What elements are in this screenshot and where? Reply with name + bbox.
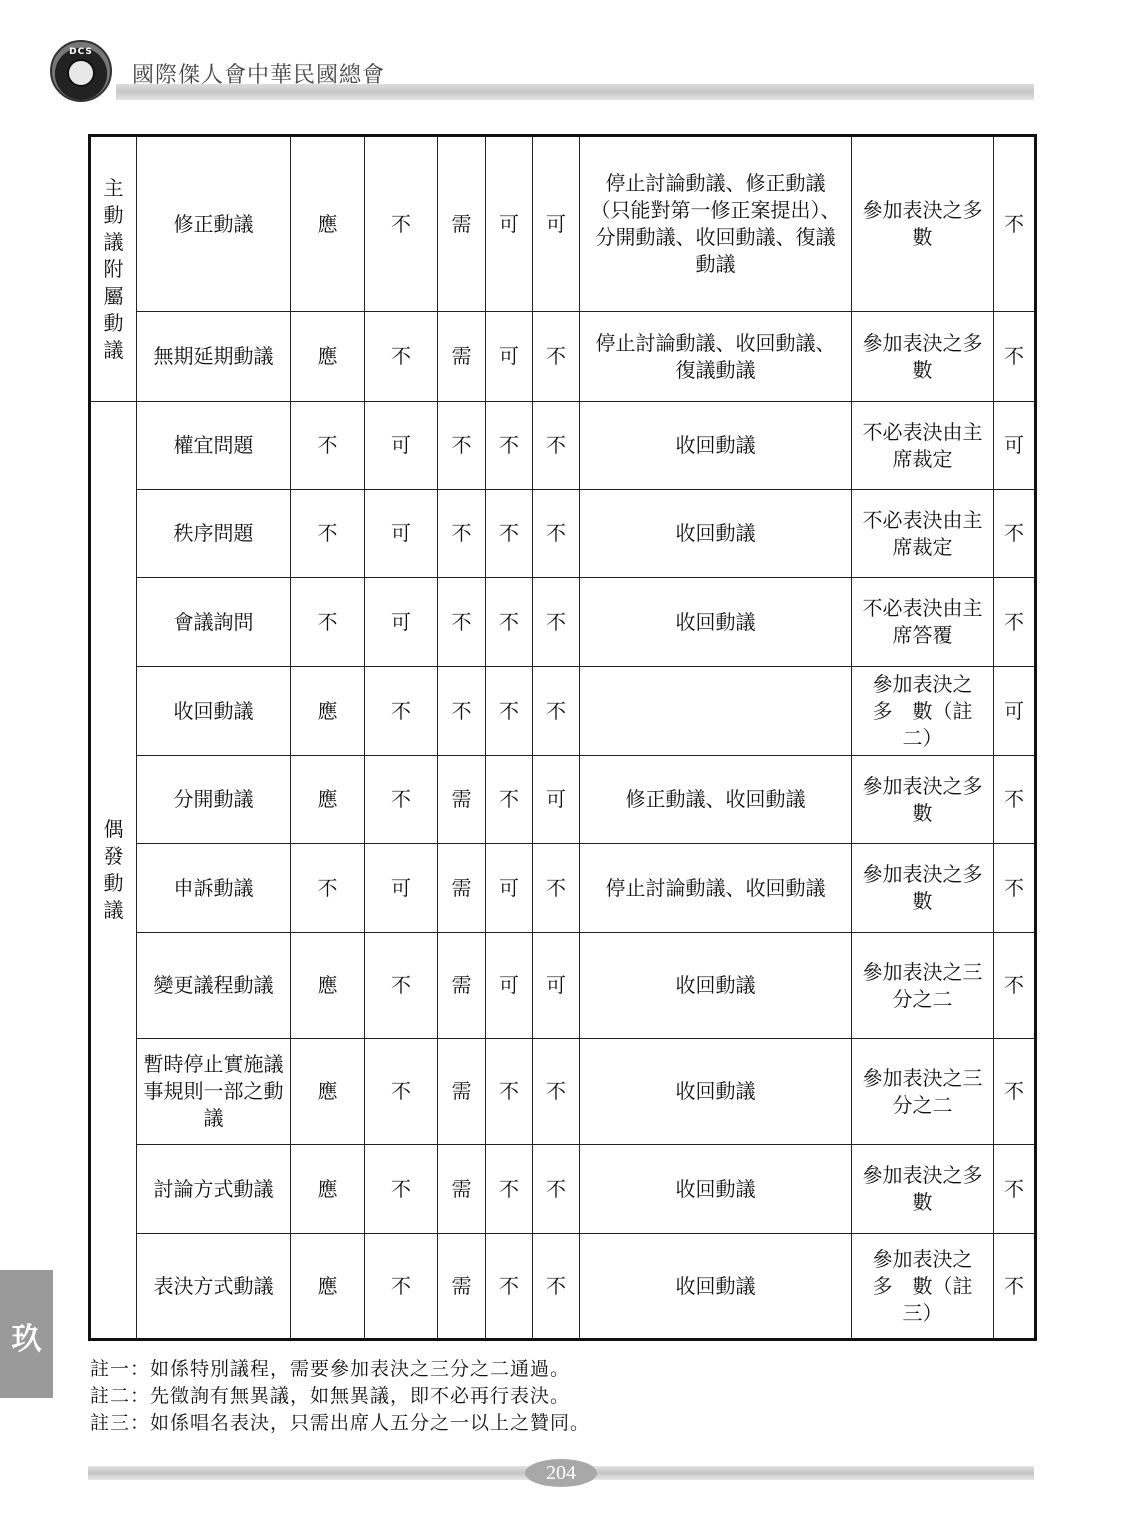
applicable-motions-cell: 停止討論動議、修正動議（只能對第一修正案提出）、分開動議、收回動議、復議動議 bbox=[580, 136, 852, 312]
applicable-motions-cell: 停止討論動議、收回動議 bbox=[580, 844, 852, 933]
motion-name-cell: 會議詢問 bbox=[137, 578, 291, 667]
motion-name-cell: 分開動議 bbox=[137, 756, 291, 844]
motion-name-cell: 暫時停止實施議事規則一部之動議 bbox=[137, 1039, 291, 1145]
rule-cell: 不 bbox=[533, 667, 580, 756]
rule-cell: 不 bbox=[486, 667, 533, 756]
reconsider-cell: 不 bbox=[994, 1145, 1036, 1234]
applicable-motions-cell: 收回動議 bbox=[580, 578, 852, 667]
chapter-tab bbox=[0, 1270, 53, 1398]
rule-cell: 需 bbox=[438, 844, 486, 933]
rule-cell: 可 bbox=[365, 844, 438, 933]
vote-requirement-cell: 不必表決由主席答覆 bbox=[852, 578, 994, 667]
table-row bbox=[90, 1145, 1036, 1234]
rule-cell: 需 bbox=[438, 756, 486, 844]
rule-cell: 不 bbox=[365, 667, 438, 756]
rule-cell: 不 bbox=[365, 136, 438, 312]
category-cell bbox=[90, 402, 137, 1340]
category-label: 主動議附屬動議 bbox=[103, 175, 124, 362]
rule-cell: 應 bbox=[291, 933, 365, 1039]
rule-cell: 可 bbox=[486, 933, 533, 1039]
chapter-tab-label: 玖 bbox=[11, 1322, 42, 1357]
vote-requirement-cell: 不必表決由主席裁定 bbox=[852, 490, 994, 578]
rule-cell: 可 bbox=[486, 844, 533, 933]
page-header bbox=[50, 40, 1035, 110]
motion-name-cell: 秩序問題 bbox=[137, 490, 291, 578]
rule-cell: 不 bbox=[486, 1234, 533, 1340]
rule-cell: 不 bbox=[533, 1145, 580, 1234]
table-row bbox=[90, 1039, 1036, 1145]
applicable-motions-cell: 修正動議、收回動議 bbox=[580, 756, 852, 844]
organization-title: 國際傑人會中華民國總會 bbox=[132, 63, 386, 88]
vote-requirement-cell: 參加表決之三分之二 bbox=[852, 933, 994, 1039]
table-row bbox=[90, 756, 1036, 844]
motion-name-cell: 修正動議 bbox=[137, 136, 291, 312]
motions-table bbox=[88, 134, 1037, 1341]
page-number: 204 bbox=[525, 1459, 597, 1487]
rule-cell: 不 bbox=[365, 933, 438, 1039]
rule-cell: 應 bbox=[291, 1039, 365, 1145]
rule-cell: 需 bbox=[438, 1234, 486, 1340]
footnote: 註三：如係唱名表決，只需出席人五分之一以上之贊同。 bbox=[90, 1412, 591, 1434]
rule-cell: 不 bbox=[438, 667, 486, 756]
rule-cell: 不 bbox=[533, 844, 580, 933]
rule-cell: 不 bbox=[438, 578, 486, 667]
rule-cell: 可 bbox=[533, 756, 580, 844]
rule-cell: 不 bbox=[533, 312, 580, 402]
rule-cell: 不 bbox=[533, 1039, 580, 1145]
applicable-motions-cell: 收回動議 bbox=[580, 490, 852, 578]
applicable-motions-cell bbox=[580, 667, 852, 756]
vote-requirement-cell: 參加表決之 多 數（註三） bbox=[852, 1234, 994, 1340]
motion-name-cell: 申訴動議 bbox=[137, 844, 291, 933]
rule-cell: 應 bbox=[291, 1234, 365, 1340]
rule-cell: 不 bbox=[533, 490, 580, 578]
reconsider-cell: 不 bbox=[994, 933, 1036, 1039]
category-label: 偶發動議 bbox=[103, 817, 124, 922]
vote-requirement-cell: 參加表決之多數 bbox=[852, 136, 994, 312]
applicable-motions-cell: 收回動議 bbox=[580, 402, 852, 490]
rule-cell: 可 bbox=[486, 136, 533, 312]
rule-cell: 不 bbox=[365, 1039, 438, 1145]
category-cell bbox=[90, 136, 137, 402]
rule-cell: 不 bbox=[486, 578, 533, 667]
applicable-motions-cell: 停止討論動議、收回動議、復議動議 bbox=[580, 312, 852, 402]
rule-cell: 不 bbox=[486, 490, 533, 578]
motion-name-cell: 收回動議 bbox=[137, 667, 291, 756]
rule-cell: 可 bbox=[365, 402, 438, 490]
motion-name-cell: 無期延期動議 bbox=[137, 312, 291, 402]
rule-cell: 不 bbox=[291, 402, 365, 490]
vote-requirement-cell: 參加表決之多數 bbox=[852, 844, 994, 933]
reconsider-cell: 不 bbox=[994, 578, 1036, 667]
reconsider-cell: 不 bbox=[994, 1234, 1036, 1340]
rule-cell: 不 bbox=[438, 402, 486, 490]
rule-cell: 不 bbox=[486, 1145, 533, 1234]
vote-requirement-cell: 參加表決之多數 bbox=[852, 756, 994, 844]
rule-cell: 需 bbox=[438, 1145, 486, 1234]
motion-name-cell: 權宜問題 bbox=[137, 402, 291, 490]
applicable-motions-cell: 收回動議 bbox=[580, 933, 852, 1039]
table-row bbox=[90, 578, 1036, 667]
rule-cell: 應 bbox=[291, 756, 365, 844]
vote-requirement-cell: 參加表決之多數 bbox=[852, 1145, 994, 1234]
logo-emblem-icon bbox=[67, 59, 95, 87]
motion-name-cell: 變更議程動議 bbox=[137, 933, 291, 1039]
rule-cell: 不 bbox=[486, 756, 533, 844]
rule-cell: 可 bbox=[533, 136, 580, 312]
rule-cell: 可 bbox=[365, 490, 438, 578]
rule-cell: 需 bbox=[438, 933, 486, 1039]
footnote: 註二：先徵詢有無異議，如無異議，即不必再行表決。 bbox=[90, 1385, 571, 1407]
rule-cell: 應 bbox=[291, 1145, 365, 1234]
vote-requirement-cell: 參加表決之三分之二 bbox=[852, 1039, 994, 1145]
table-row bbox=[90, 933, 1036, 1039]
motion-name-cell: 討論方式動議 bbox=[137, 1145, 291, 1234]
applicable-motions-cell: 收回動議 bbox=[580, 1145, 852, 1234]
table-row bbox=[90, 136, 1036, 312]
vote-requirement-cell: 參加表決之多數 bbox=[852, 312, 994, 402]
rule-cell: 不 bbox=[486, 402, 533, 490]
table-row bbox=[90, 1234, 1036, 1340]
rule-cell: 不 bbox=[365, 756, 438, 844]
vote-requirement-cell: 參加表決之 多 數（註二） bbox=[852, 667, 994, 756]
rule-cell: 不 bbox=[533, 578, 580, 667]
table-row bbox=[90, 844, 1036, 933]
rule-cell: 不 bbox=[291, 844, 365, 933]
rule-cell: 不 bbox=[365, 312, 438, 402]
rule-cell: 需 bbox=[438, 1039, 486, 1145]
rule-cell: 應 bbox=[291, 667, 365, 756]
rule-cell: 不 bbox=[533, 1234, 580, 1340]
table-row bbox=[90, 490, 1036, 578]
table-row bbox=[90, 667, 1036, 756]
reconsider-cell: 可 bbox=[994, 667, 1036, 756]
rule-cell: 不 bbox=[291, 578, 365, 667]
rule-cell: 可 bbox=[486, 312, 533, 402]
rule-cell: 不 bbox=[533, 402, 580, 490]
reconsider-cell: 不 bbox=[994, 1039, 1036, 1145]
rule-cell: 需 bbox=[438, 312, 486, 402]
rule-cell: 應 bbox=[291, 312, 365, 402]
reconsider-cell: 不 bbox=[994, 312, 1036, 402]
motion-name-cell: 表決方式動議 bbox=[137, 1234, 291, 1340]
rule-cell: 不 bbox=[486, 1039, 533, 1145]
rule-cell: 不 bbox=[365, 1234, 438, 1340]
table-row bbox=[90, 312, 1036, 402]
reconsider-cell: 不 bbox=[994, 490, 1036, 578]
rule-cell: 不 bbox=[291, 490, 365, 578]
reconsider-cell: 不 bbox=[994, 844, 1036, 933]
dcs-logo bbox=[50, 40, 112, 102]
rule-cell: 不 bbox=[438, 490, 486, 578]
vote-requirement-cell: 不必表決由主席裁定 bbox=[852, 402, 994, 490]
applicable-motions-cell: 收回動議 bbox=[580, 1234, 852, 1340]
rule-cell: 不 bbox=[365, 1145, 438, 1234]
applicable-motions-cell: 收回動議 bbox=[580, 1039, 852, 1145]
table-body bbox=[90, 136, 1036, 1340]
table-row bbox=[90, 402, 1036, 490]
reconsider-cell: 不 bbox=[994, 136, 1036, 312]
rule-cell: 需 bbox=[438, 136, 486, 312]
reconsider-cell: 可 bbox=[994, 402, 1036, 490]
footnote: 註一：如係特別議程，需要參加表決之三分之二通過。 bbox=[90, 1358, 571, 1380]
reconsider-cell: 不 bbox=[994, 756, 1036, 844]
rule-cell: 可 bbox=[365, 578, 438, 667]
footnotes bbox=[90, 1356, 590, 1437]
logo-text: DCS bbox=[69, 47, 93, 57]
rule-cell: 可 bbox=[533, 933, 580, 1039]
rule-cell: 應 bbox=[291, 136, 365, 312]
